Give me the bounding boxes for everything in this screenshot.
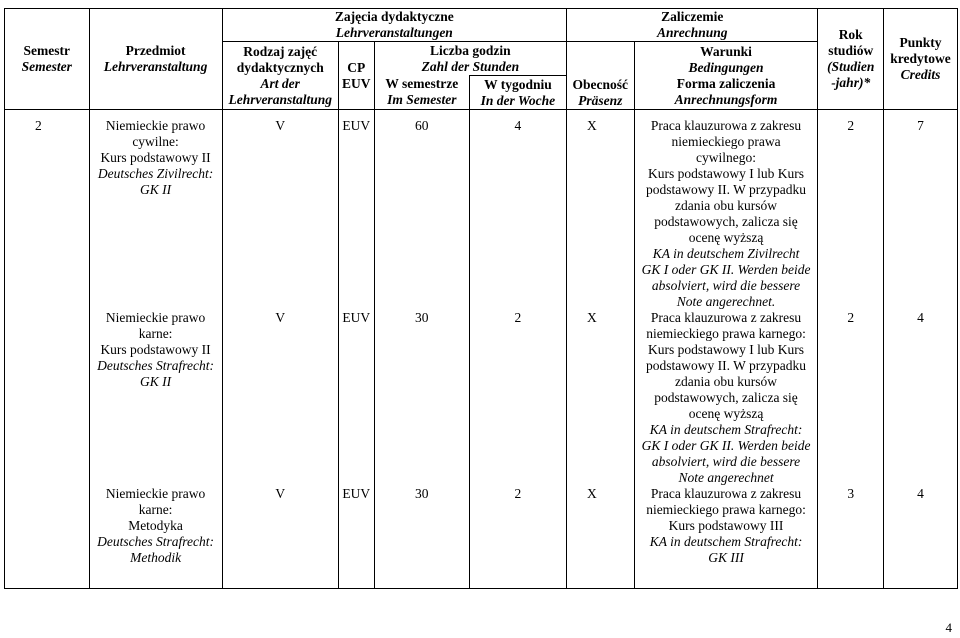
cell-rok: 2	[818, 118, 884, 310]
cell-warunki: Praca klauzurowa z zakresu niemieckiego prawa cywilnego: Kurs podstawowy I lub Kurs podstawowy II. W przypadku zdania obu kursów podstawowych, zalicza się ocenę wyższą KA in deutschem Zivilrecht GK I oder GK II. Werden beide absolviert, wird die bessere Note angerechnet.	[634, 118, 818, 310]
cell-warunki: Praca klauzurowa z zakresu niemieckiego prawa karnego: Kurs podstawowy III KA in deutschem Strafrecht: GK III	[634, 486, 818, 588]
header-zaliczenie: Zaliczemie Anrechnung	[567, 9, 818, 42]
cell-w-tygodniu: 2	[469, 310, 566, 486]
cell-rodzaj: V	[222, 118, 338, 310]
cell-punkty: 4	[883, 310, 957, 486]
cell-w-semestrze: 30	[374, 486, 469, 588]
cell-punkty: 4	[883, 486, 957, 588]
page-number: 4	[945, 620, 952, 635]
cell-w-tygodniu: 4	[469, 118, 566, 310]
cell-przedmiot: Niemieckie prawo karne: Metodyka Deutsches Strafrecht: Methodik	[89, 486, 222, 588]
header-zajecia: Zajęcia dydaktyczne Lehrveranstaltungen	[222, 9, 566, 42]
cell-warunki: Praca klauzurowa z zakresu niemieckiego prawa karnego: Kurs podstawowy I lub Kurs podstawowy II. W przypadku zdania obu kursów podstawowych, zalicza się ocenę wyższą KA in deutschem Strafrecht: GK I oder GK II. Werden beide absolviert, wird die bessere Note angerechnet	[634, 310, 818, 486]
header-punkty: Punkty kredytowe Credits	[883, 9, 957, 110]
header-warunki: Warunki Bedingungen Forma zaliczenia Anrechnungsform	[634, 42, 818, 110]
cell-przedmiot: Niemieckie prawo karne: Kurs podstawowy II Deutsches Strafrecht: GK II	[89, 310, 222, 486]
table-row	[5, 310, 958, 486]
table-row	[5, 486, 958, 588]
header-rodzaj: Rodzaj zajęć dydaktycznych Art der Lehrveranstaltung	[222, 42, 338, 110]
cell-rodzaj: V	[222, 486, 338, 588]
cell-semestr	[5, 486, 90, 588]
header-cp: CP EUV	[338, 42, 374, 110]
cell-obecnosc: X	[567, 310, 635, 486]
cell-punkty: 7	[883, 118, 957, 310]
cell-obecnosc: X	[567, 486, 635, 588]
cell-w-tygodniu: 2	[469, 486, 566, 588]
cell-rok: 2	[818, 310, 884, 486]
cell-semestr: 2	[5, 118, 90, 310]
cell-cp: EUV	[338, 310, 374, 486]
table-row	[5, 118, 958, 310]
header-rok: Rok studiów (Studien -jahr)*	[818, 9, 884, 110]
header-w-semestrze: W semestrze Im Semester	[374, 76, 469, 110]
course-table	[4, 8, 958, 589]
cell-obecnosc: X	[567, 118, 635, 310]
header-obecnosc: Obecność Präsenz	[567, 42, 635, 110]
header-liczba: Liczba godzin Zahl der Stunden	[374, 42, 566, 76]
cell-cp: EUV	[338, 118, 374, 310]
cell-przedmiot: Niemieckie prawo cywilne: Kurs podstawowy II Deutsches Zivilrecht: GK II	[89, 118, 222, 310]
cell-cp: EUV	[338, 486, 374, 588]
cell-w-semestrze: 60	[374, 118, 469, 310]
header-przedmiot: Przedmiot Lehrveranstaltung	[89, 9, 222, 110]
cell-semestr	[5, 310, 90, 486]
header-semestr: Semestr Semester	[5, 9, 90, 110]
cell-rok: 3	[818, 486, 884, 588]
header-w-tygodniu: W tygodniu In der Woche	[469, 76, 566, 110]
cell-w-semestrze: 30	[374, 310, 469, 486]
cell-rodzaj: V	[222, 310, 338, 486]
